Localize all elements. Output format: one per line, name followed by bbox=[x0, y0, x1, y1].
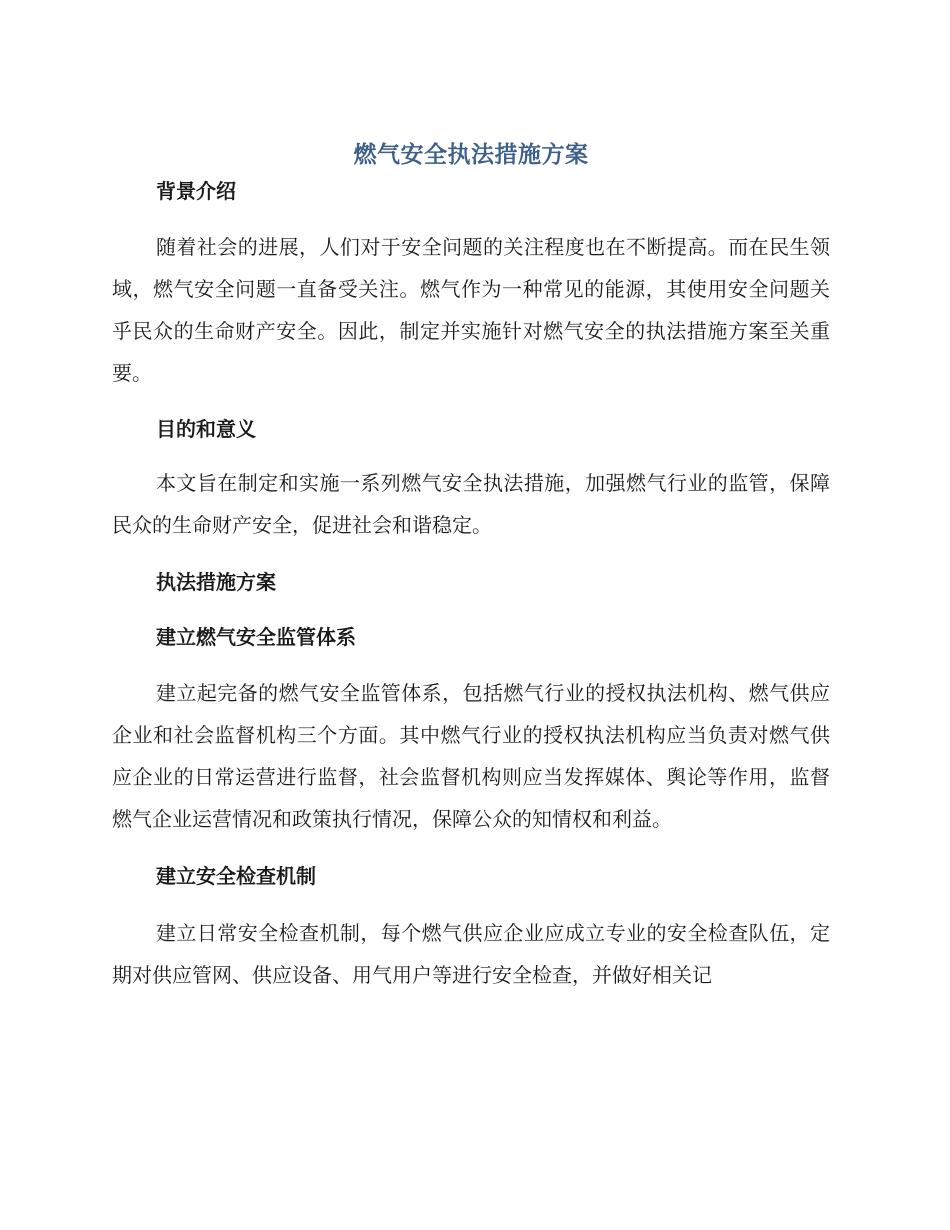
heading-measures: 执法措施方案 bbox=[156, 570, 276, 594]
heading-background: 背景介绍 bbox=[156, 179, 236, 203]
paragraph-supervision-system: 建立起完备的燃气安全监管体系，包括燃气行业的授权执法机构、燃气供应企业和社会监督机构三个方面。其中燃气行业的授权执法机构应当负责对燃气供应企业的日常运营进行监督，社会监督机构则应当发挥媒体、舆论等作用，监督燃气企业运营情况和政策执行情况，保障公众的知情权和利益。 bbox=[112, 681, 830, 831]
heading-supervision-system: 建立燃气安全监管体系 bbox=[156, 625, 356, 649]
document-title: 燃气安全执法措施方案 bbox=[353, 142, 589, 168]
heading-purpose: 目的和意义 bbox=[156, 417, 256, 441]
heading-inspection-mechanism: 建立安全检查机制 bbox=[156, 864, 316, 888]
paragraph-inspection-mechanism: 建立日常安全检查机制，每个燃气供应企业应成立专业的安全检查队伍，定期对供应管网、供应设备、用气用户等进行安全检查，并做好相关记 bbox=[112, 921, 830, 987]
paragraph-background: 随着社会的进展，人们对于安全问题的关注程度也在不断提高。而在民生领域，燃气安全问题一直备受关注。燃气作为一种常见的能源，其使用安全问题关乎民众的生命财产安全。因此，制定并实施针对燃气安全的执法措施方案至关重要。 bbox=[112, 235, 830, 385]
paragraph-purpose: 本文旨在制定和实施一系列燃气安全执法措施，加强燃气行业的监管，保障民众的生命财产安全，促进社会和谐稳定。 bbox=[112, 471, 830, 537]
document-content bbox=[112, 140, 830, 996]
